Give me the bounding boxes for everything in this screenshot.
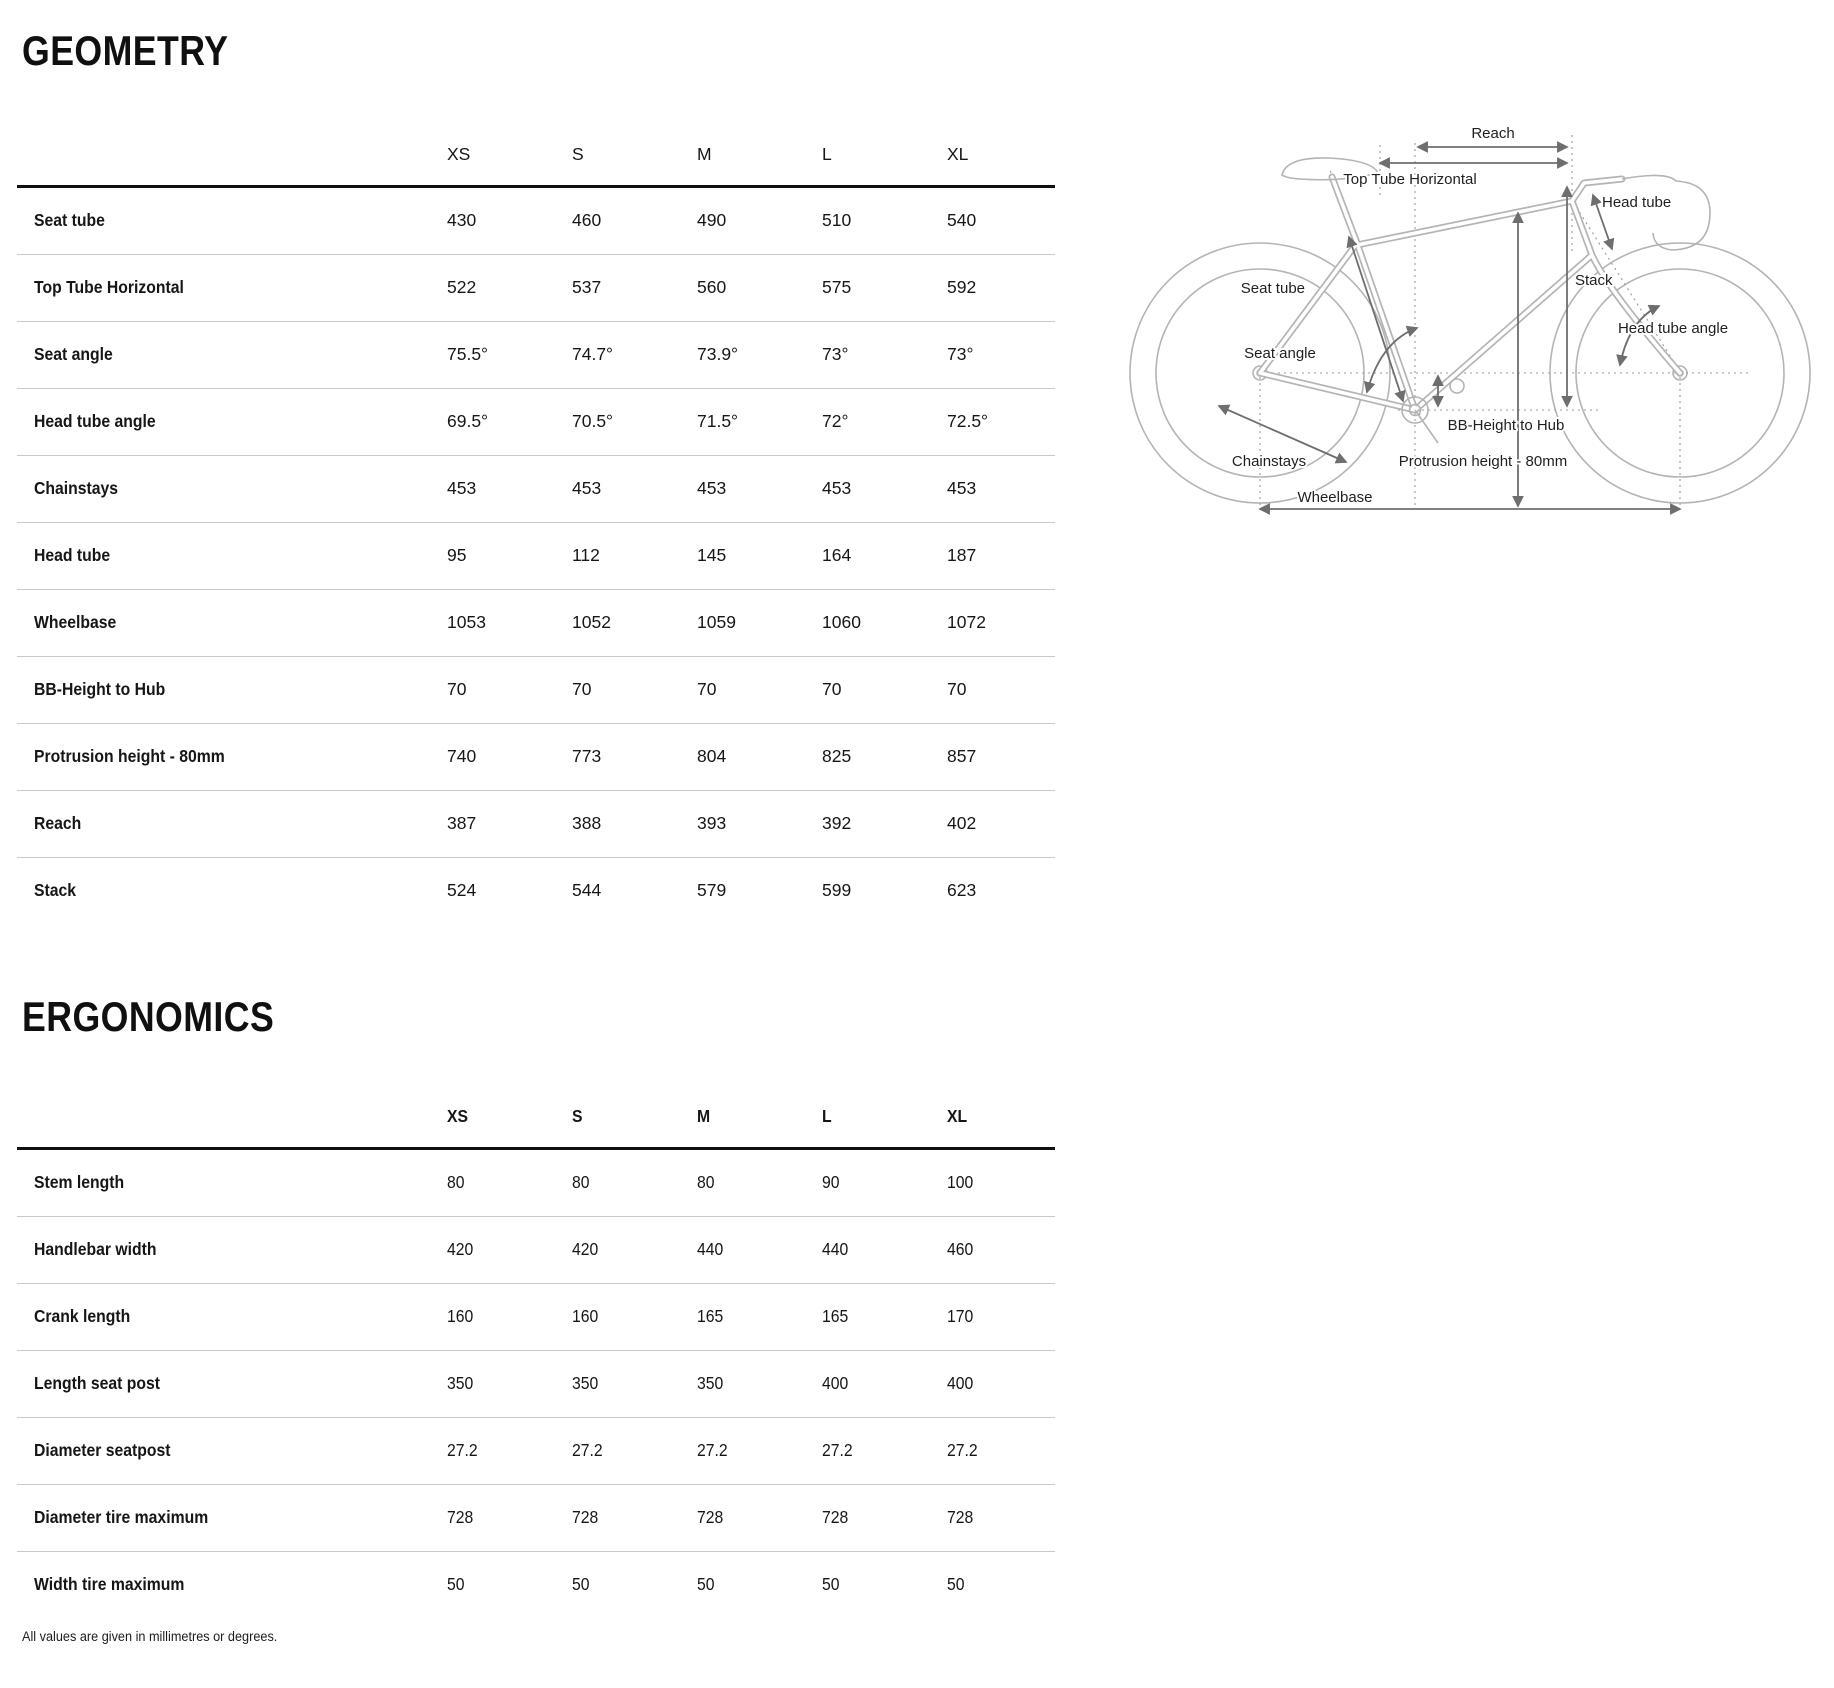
cell-value: 440: [822, 1239, 849, 1260]
table-row: [17, 1485, 1055, 1552]
handlebar: [1622, 175, 1710, 250]
cell-value: 453: [947, 478, 977, 499]
cell-value: 575: [822, 277, 852, 298]
cell-value: 579: [697, 880, 727, 901]
table-row: [17, 724, 1055, 791]
stack-label: Stack: [1575, 272, 1613, 289]
cell-value: 857: [947, 746, 977, 767]
table-row: [17, 1418, 1055, 1485]
geometry-table: [17, 124, 1055, 924]
cell-value: 1053: [447, 612, 486, 633]
cell-value: 187: [947, 545, 977, 566]
cell-value: 728: [447, 1507, 474, 1528]
reach-label: Reach: [1471, 125, 1515, 142]
table-header-row: [17, 124, 1055, 188]
table-row: [17, 322, 1055, 389]
cell-value: 453: [822, 478, 852, 499]
row-label: Head tube: [34, 545, 111, 566]
row-label: Diameter tire maximum: [34, 1507, 209, 1528]
column-header: M: [697, 1105, 711, 1126]
cell-value: 388: [572, 813, 602, 834]
cell-value: 74.7°: [572, 344, 614, 365]
cell-value: 73°: [822, 344, 849, 365]
cell-value: 50: [822, 1574, 840, 1595]
cell-value: 95: [447, 545, 467, 566]
table-row: [17, 188, 1055, 255]
head-tube-label: Head tube: [1602, 194, 1672, 211]
table-row: [17, 1217, 1055, 1284]
table-row: [17, 1150, 1055, 1217]
table-row: [17, 657, 1055, 724]
cell-value: 460: [947, 1239, 974, 1260]
cell-value: 490: [697, 210, 727, 231]
table-row: [17, 255, 1055, 322]
cell-value: 70: [822, 679, 842, 700]
row-label: Seat tube: [34, 210, 105, 231]
column-header: L: [822, 143, 832, 164]
cell-value: 80: [697, 1172, 715, 1193]
units-footnote: All values are given in millimetres or degrees.: [22, 1629, 278, 1644]
chainstays-label: Chainstays: [1231, 453, 1307, 470]
cell-value: 728: [822, 1507, 849, 1528]
cell-value: 164: [822, 545, 852, 566]
seat-angle-label: Seat angle: [1244, 345, 1316, 362]
cell-value: 460: [572, 210, 602, 231]
mount-boss: [1450, 379, 1464, 393]
table-row: [17, 1284, 1055, 1351]
row-label: Handlebar width: [34, 1239, 157, 1260]
cell-value: 825: [822, 746, 852, 767]
column-header: XL: [947, 1105, 968, 1126]
cell-value: 1052: [572, 612, 611, 633]
cell-value: 90: [822, 1172, 840, 1193]
row-label: Diameter seatpost: [34, 1440, 171, 1461]
column-header: XS: [447, 1105, 469, 1126]
cell-value: 145: [697, 545, 727, 566]
cell-value: 27.2: [822, 1440, 853, 1461]
cell-value: 27.2: [697, 1440, 728, 1461]
table-row: [17, 389, 1055, 456]
cell-value: 728: [572, 1507, 599, 1528]
row-label: Protrusion height - 80mm: [34, 746, 225, 767]
cell-value: 402: [947, 813, 977, 834]
cell-value: 387: [447, 813, 477, 834]
cell-value: 112: [572, 545, 600, 566]
table-row: [17, 523, 1055, 590]
cell-value: 350: [572, 1373, 599, 1394]
cell-value: 100: [947, 1172, 974, 1193]
table-header-row: [17, 1086, 1055, 1150]
row-label: Top Tube Horizontal: [34, 277, 184, 298]
cell-value: 70.5°: [572, 411, 614, 432]
cell-value: 592: [947, 277, 977, 298]
cell-value: 72.5°: [947, 411, 989, 432]
cell-value: 420: [447, 1239, 474, 1260]
column-header: S: [572, 1105, 583, 1126]
cell-value: 728: [947, 1507, 974, 1528]
cell-value: 50: [697, 1574, 715, 1595]
cell-value: 75.5°: [447, 344, 489, 365]
protrusion-label: Protrusion height - 80mm: [1398, 453, 1568, 470]
row-label: Length seat post: [34, 1373, 161, 1394]
table-row: [17, 1351, 1055, 1418]
cell-value: 70: [947, 679, 967, 700]
row-label: Seat angle: [34, 344, 113, 365]
column-header: M: [697, 143, 712, 164]
head-tube-angle-label: Head tube angle: [1617, 320, 1729, 337]
cell-value: 350: [447, 1373, 474, 1394]
cell-value: 804: [697, 746, 727, 767]
cell-value: 740: [447, 746, 477, 767]
table-row: [17, 1552, 1055, 1618]
cell-value: 453: [572, 478, 602, 499]
cell-value: 728: [697, 1507, 724, 1528]
row-label: Reach: [34, 813, 82, 834]
cell-value: 623: [947, 880, 977, 901]
cell-value: 73°: [947, 344, 974, 365]
cell-value: 50: [947, 1574, 965, 1595]
table-row: [17, 590, 1055, 657]
seat-tube-arrow: [1349, 237, 1403, 401]
cell-value: 165: [697, 1306, 724, 1327]
cell-value: 50: [572, 1574, 590, 1595]
cell-value: 80: [572, 1172, 590, 1193]
row-label: Width tire maximum: [34, 1574, 185, 1595]
table-row: [17, 791, 1055, 858]
table-row: [17, 456, 1055, 523]
row-label: Crank length: [34, 1306, 131, 1327]
cell-value: 72°: [822, 411, 849, 432]
cell-value: 350: [697, 1373, 724, 1394]
table-row: [17, 858, 1055, 924]
cell-value: 165: [822, 1306, 849, 1327]
cell-value: 70: [447, 679, 467, 700]
cell-value: 27.2: [947, 1440, 978, 1461]
row-label: BB-Height to Hub: [34, 679, 166, 700]
column-header: XS: [447, 143, 471, 164]
row-label: Head tube angle: [34, 411, 156, 432]
cell-value: 524: [447, 880, 477, 901]
cell-value: 522: [447, 277, 477, 298]
cell-value: 71.5°: [697, 411, 739, 432]
cell-value: 440: [697, 1239, 724, 1260]
cell-value: 1059: [697, 612, 736, 633]
cell-value: 1072: [947, 612, 986, 633]
row-label: Stack: [34, 880, 77, 901]
top-tube-label: Top Tube Horizontal: [1343, 171, 1477, 188]
seat-tube-label: Seat tube: [1240, 280, 1305, 297]
cell-value: 544: [572, 880, 602, 901]
ergonomics-table: [17, 1086, 1055, 1618]
cell-value: 160: [572, 1306, 599, 1327]
row-label: Wheelbase: [34, 612, 117, 633]
cell-value: 540: [947, 210, 977, 231]
cell-value: 27.2: [572, 1440, 603, 1461]
cell-value: 160: [447, 1306, 474, 1327]
cell-value: 400: [822, 1373, 849, 1394]
cell-value: 393: [697, 813, 727, 834]
cell-value: 70: [572, 679, 592, 700]
cell-value: 73.9°: [697, 344, 739, 365]
cell-value: 430: [447, 210, 477, 231]
cell-value: 27.2: [447, 1440, 478, 1461]
row-label: Chainstays: [34, 478, 119, 499]
row-label: Stem length: [34, 1172, 125, 1193]
cell-value: 510: [822, 210, 852, 231]
cell-value: 69.5°: [447, 411, 489, 432]
cell-value: 453: [447, 478, 477, 499]
cell-value: 70: [697, 679, 717, 700]
cell-value: 560: [697, 277, 727, 298]
cell-value: 1060: [822, 612, 861, 633]
cell-value: 170: [947, 1306, 974, 1327]
column-header: XL: [947, 143, 969, 164]
cell-value: 453: [697, 478, 727, 499]
cell-value: 599: [822, 880, 852, 901]
cell-value: 773: [572, 746, 602, 767]
wheelbase-label: Wheelbase: [1297, 489, 1373, 506]
cell-value: 400: [947, 1373, 974, 1394]
column-header: S: [572, 143, 584, 164]
bb-height-label: BB-Height to Hub: [1447, 417, 1565, 434]
cell-value: 392: [822, 813, 852, 834]
cell-value: 420: [572, 1239, 599, 1260]
cell-value: 80: [447, 1172, 465, 1193]
cell-value: 537: [572, 277, 602, 298]
geometry-title: GEOMETRY: [22, 27, 229, 74]
cell-value: 50: [447, 1574, 465, 1595]
column-header: L: [822, 1105, 832, 1126]
ergonomics-title: ERGONOMICS: [22, 993, 275, 1040]
bike-geometry-diagram: [960, 85, 1834, 525]
